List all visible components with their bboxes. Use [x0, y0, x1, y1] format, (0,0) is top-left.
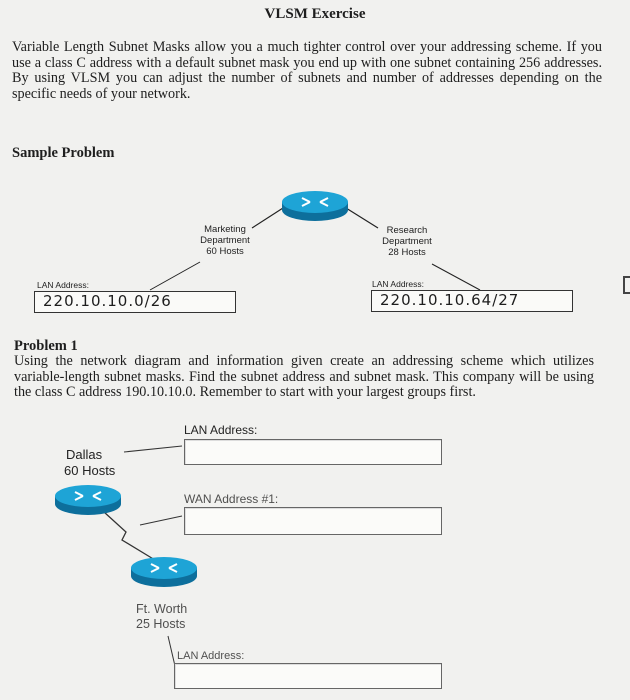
line-wan-pointer — [140, 516, 182, 525]
line-marketing-lan — [150, 262, 200, 290]
lan1-input[interactable] — [184, 439, 442, 465]
line-serial-link — [104, 512, 155, 560]
wan1-input[interactable] — [184, 507, 442, 535]
sample-problem-heading: Sample Problem — [12, 145, 115, 161]
router-icon — [280, 190, 350, 222]
problem1-heading: Problem 1 — [14, 338, 78, 354]
research-label: Research Department 28 Hosts — [382, 225, 432, 258]
dallas-hosts: 60 Hosts — [64, 463, 116, 478]
router-icon — [53, 484, 123, 516]
dallas-name: Dallas — [66, 447, 103, 462]
lan2-label: LAN Address: — [177, 650, 245, 662]
page-edge-mark — [623, 276, 630, 294]
left-lan-address: 220.10.10.0/26 — [34, 291, 236, 313]
line-dallas-lan — [124, 446, 182, 452]
ftworth-name: Ft. Worth — [136, 602, 188, 616]
wan1-label: WAN Address #1: — [184, 492, 279, 506]
page-title: VLSM Exercise — [264, 6, 366, 22]
right-lan-label: LAN Address: — [372, 279, 424, 289]
ftworth-hosts: 25 Hosts — [136, 617, 186, 631]
lan2-input[interactable] — [174, 663, 442, 689]
problem1-text: Using the network diagram and information given create an addressing scheme which utilizes variable-length subnet masks. Find the subnet address and subnet mask. This company will be using the class C address 190.10.10.0. Remember to start with your largest groups first. — [14, 353, 594, 400]
marketing-label: Marketing Department 60 Hosts — [200, 224, 250, 257]
lan1-label: LAN Address: — [184, 423, 258, 437]
left-lan-label: LAN Address: — [37, 280, 89, 290]
router-icon — [129, 556, 199, 588]
intro-paragraph: Variable Length Subnet Masks allow you a much tighter control over your addressing scheme. If you use a class C address with a default subnet mask you end up with one subnet containing 256 addresses. By using VLSM you can adjust the number of subnets and number of addresses depending on the specific needs of your network. — [12, 39, 602, 102]
line-research-lan — [432, 264, 480, 290]
right-lan-address: 220.10.10.64/27 — [371, 290, 573, 312]
